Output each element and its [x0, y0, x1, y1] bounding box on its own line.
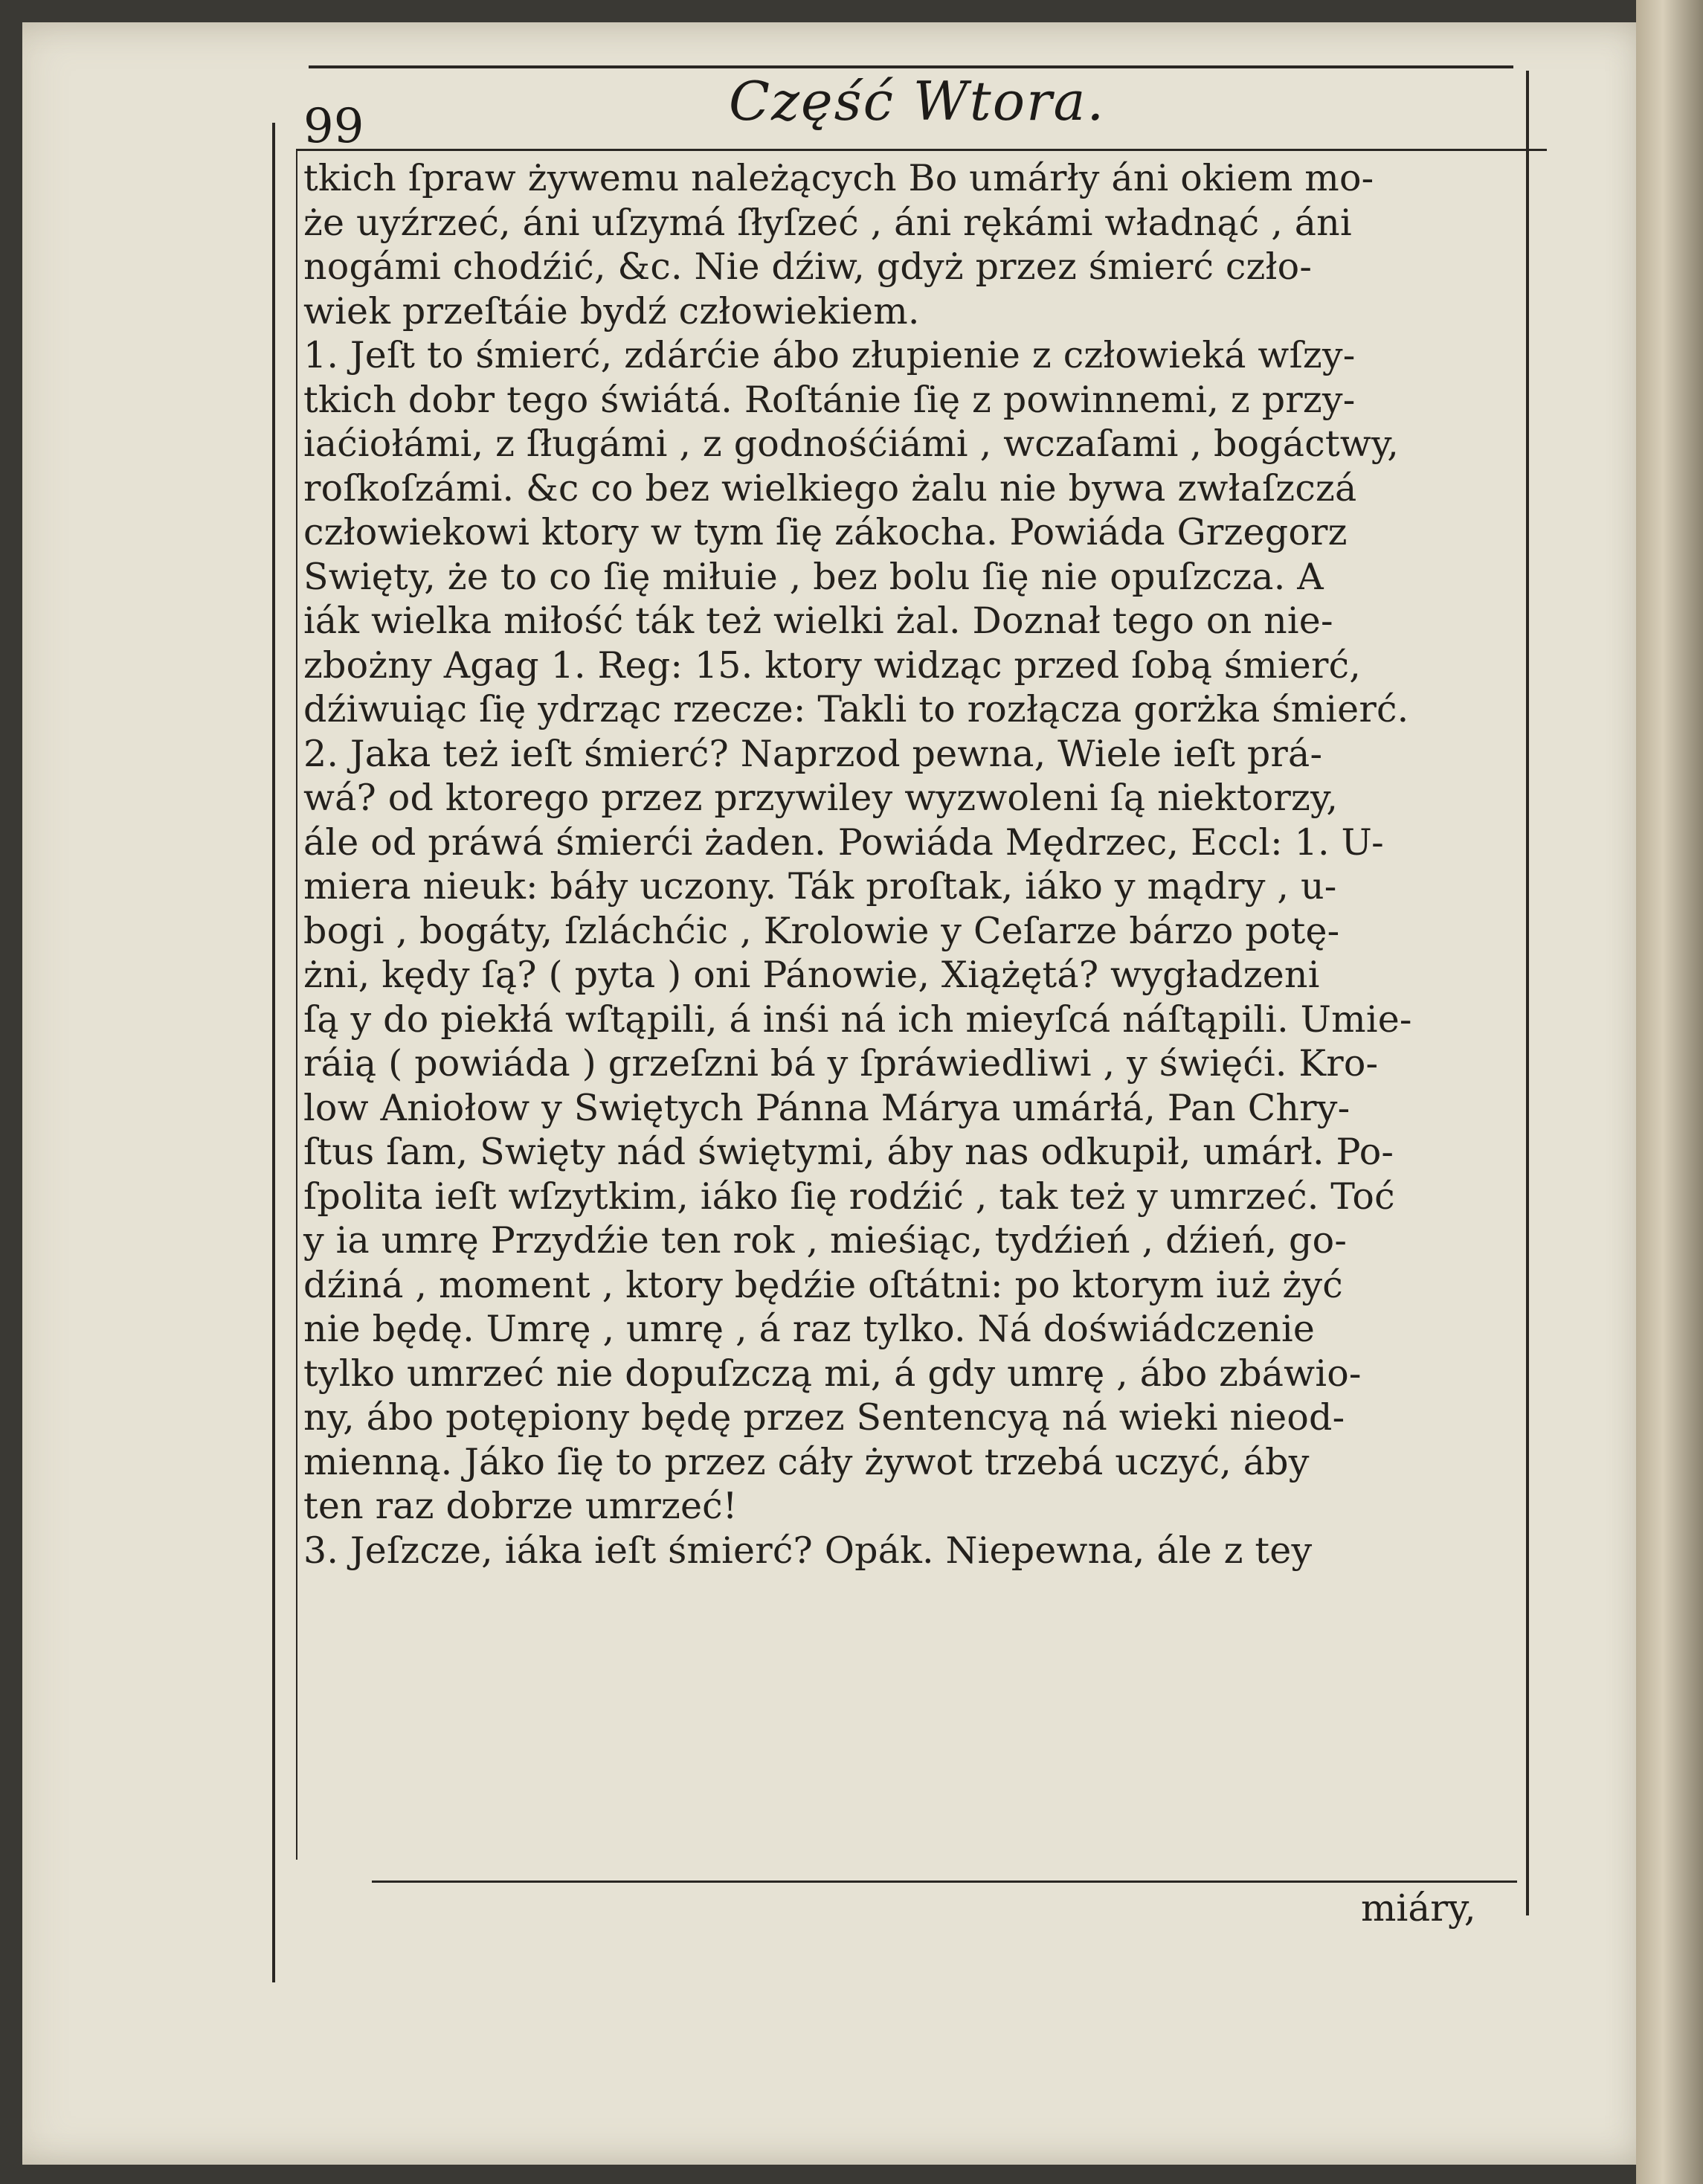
- page-edge: [1636, 0, 1703, 2184]
- left-border-rule: [272, 123, 275, 1982]
- text-line: y ia umrę Przydźie ten rok , mieśiąc, tydźień , dźień, go-: [303, 1219, 1348, 1262]
- text-line: człowiekowi ktory w tym ſię zákocha. Powiáda Grzegorz: [303, 511, 1348, 553]
- text-line: wá? od ktorego przez przywiley wyzwoleni ſą niektorzy,: [303, 777, 1339, 819]
- text-line: ále od práwá śmierći żaden. Powiáda Mędrzec, Eccl: 1. U-: [303, 820, 1384, 864]
- body-text: [303, 156, 1538, 1573]
- text-line: 1. Jeſt to śmierć, zdárćie ábo złupienie z człowieká wſzy-: [303, 334, 1356, 376]
- text-line: 3. Jeſzcze, iáka ieſt śmierć? Opák. Niepewna, ále z tey: [303, 1529, 1313, 1572]
- running-title: Część Wtora.: [729, 70, 1106, 132]
- catchword: miáry,: [1361, 1886, 1476, 1930]
- inner-left-rule: [296, 149, 297, 1860]
- text-line: roſkoſzámi. &c co bez wielkiego żalu nie bywa zwłaſzczá: [303, 466, 1357, 510]
- text-line: dźiná , moment , ktory będźie oſtátni: po ktorym iuż żyć: [303, 1263, 1343, 1306]
- text-line: ráią ( powiáda ) grzeſzni bá y ſpráwiedliwi , y święći. Kro-: [303, 1042, 1379, 1085]
- text-line: ſtus ſam, Swięty nád świętymi, áby nas odkupił, umárł. Po-: [303, 1131, 1394, 1173]
- text-line: nogámi chodźić, &c. Nie dźiw, gdyż przez śmierć czło-: [303, 245, 1313, 288]
- text-line: tkich ſpraw żywemu należących Bo umárły áni okiem mo-: [303, 157, 1374, 199]
- text-line: tylko umrzeć nie dopuſzczą mi, á gdy umrę , ábo zbáwio-: [303, 1352, 1362, 1395]
- bottom-rule: [372, 1881, 1517, 1883]
- text-line: tkich dobr tego świátá. Roſtánie ſię z powinnemi, z przy-: [303, 378, 1356, 421]
- text-line: miera nieuk: báły uczony. Ták proſtak, iáko y mądry , u-: [303, 865, 1337, 908]
- header-rule: [297, 149, 1547, 151]
- text-line: że uyźrzeć, áni uſzymá ſłyſzeć , áni rękámi władnąć , áni: [303, 201, 1352, 244]
- top-rule: [309, 65, 1513, 68]
- text-line: mienną. Jáko ſię to przez cáły żywot trzebá uczyć, áby: [303, 1440, 1310, 1483]
- text-line: ten raz dobrze umrzeć!: [303, 1485, 738, 1527]
- text-line: wiek przeſtáie bydź człowiekiem.: [303, 289, 920, 333]
- text-line: Swięty, że to co ſię miłuie , bez bolu ſię nie opuſzcza. A: [303, 555, 1324, 598]
- text-line: ſpolita ieſt wſzytkim, iáko ſię rodźić , tak też y umrzeć. Toć: [303, 1175, 1395, 1218]
- text-line: 2. Jaka też ieſt śmierć? Naprzod pewna, Wiele ieſt prá-: [303, 732, 1323, 775]
- text-line: iák wielka miłość ták też wielki żal. Doznał tego on nie-: [303, 600, 1333, 642]
- text-line: ny, ábo potępiony będę przez Sentencyą ná wieki nieod-: [303, 1396, 1345, 1439]
- text-line: bogi , bogáty, ſzláchćic , Krolowie y Ceſarze bárzo potę-: [303, 909, 1340, 952]
- text-line: ſą y do piekłá wſtąpili, á inśi ná ich mieyſcá náſtąpili. Umie-: [303, 998, 1412, 1041]
- text-line: nie będę. Umrę , umrę , á raz tylko. Ná doświádczenie: [303, 1308, 1316, 1350]
- text-line: zbożny Agag 1. Reg: 15. ktory widząc przed ſobą śmierć,: [303, 643, 1362, 687]
- text-line: dźiwuiąc ſię ydrząc rzecze: Takli to rozłącza gorżka śmierć.: [303, 688, 1409, 730]
- text-line: iaćiołámi, z ſługámi , z godnośćiámi , wczaſami , bogáctwy,: [303, 423, 1400, 465]
- page-number: 99: [303, 99, 364, 154]
- text-line: żni, kędy ſą? ( pyta ) oni Pánowie, Xiążętá? wygładzeni: [303, 954, 1320, 996]
- text-line: low Aniołow y Swiętych Pánna Márya umárłá, Pan Chry-: [303, 1086, 1351, 1129]
